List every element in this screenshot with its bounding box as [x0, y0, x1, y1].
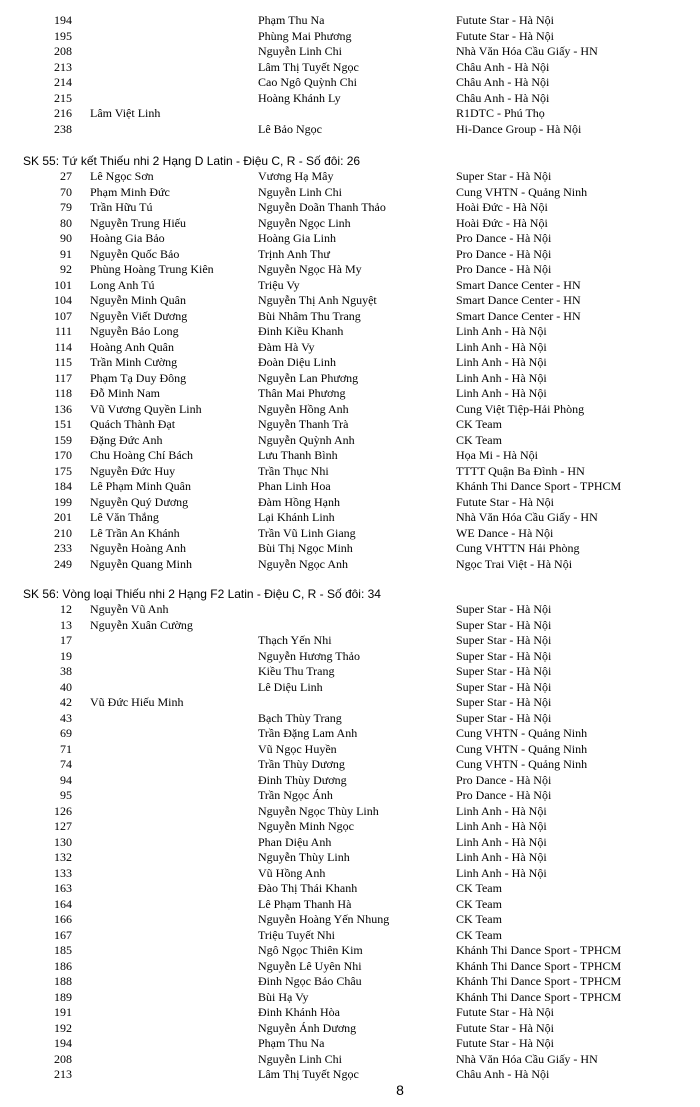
partner-dancer: Trần Thùy Dương: [258, 757, 345, 771]
table-row: [0, 788, 700, 804]
club-name: Super Star - Hà Nội: [456, 695, 552, 709]
entry-number: 27: [60, 169, 72, 183]
entry-number: 210: [54, 525, 72, 540]
table-row: [0, 122, 700, 138]
partner-dancer: Nguyễn Linh Chi: [258, 184, 342, 199]
table-row: [0, 185, 700, 201]
entry-number: 92: [60, 262, 72, 276]
lead-dancer: Vũ Đức Hiếu Minh: [90, 695, 184, 709]
club-name: Super Star - Hà Nội: [456, 617, 552, 632]
lead-dancer: Nguyễn Quý Dương: [90, 494, 189, 509]
partner-dancer: Triệu Vy: [258, 277, 300, 292]
lead-dancer: Lâm Việt Linh: [90, 106, 161, 120]
entry-number: 215: [54, 90, 72, 105]
entry-number: 201: [54, 510, 72, 524]
table-row: [0, 695, 700, 711]
partner-dancer: Nguyễn Thanh Trà: [258, 417, 349, 431]
partner-dancer: Bùi Hạ Vy: [258, 989, 309, 1004]
table-row: [0, 231, 700, 247]
lead-dancer: Lê Văn Thắng: [90, 510, 159, 524]
table-row: [0, 340, 700, 356]
entry-number: 19: [60, 648, 72, 663]
club-name: Hoài Đức - Hà Nội: [456, 215, 548, 230]
entry-number: 166: [54, 912, 72, 926]
table-row: [0, 448, 700, 464]
lead-dancer: Nguyễn Quang Minh: [90, 556, 192, 571]
partner-dancer: Kiều Thu Trang: [258, 664, 335, 678]
lead-dancer: Nguyễn Xuân Cường: [90, 617, 193, 632]
section-heading-sk55: SK 55: Tứ kết Thiếu nhi 2 Hạng D Latin - Điệu C, R - Số đôi: 26: [23, 154, 361, 168]
table-row: [0, 928, 700, 944]
partner-dancer: Lê Phạm Thanh Hà: [258, 896, 352, 911]
partner-dancer: Lâm Thị Tuyết Ngọc: [258, 1067, 359, 1081]
table-row: [0, 1005, 700, 1021]
partner-dancer: Bùi Thị Ngọc Minh: [258, 541, 353, 555]
entry-number: 43: [60, 710, 72, 725]
entry-number: 133: [54, 865, 72, 880]
club-name: CK Team: [456, 881, 502, 895]
club-name: CK Team: [456, 432, 502, 447]
table-row: [0, 293, 700, 309]
club-name: CK Team: [456, 912, 502, 926]
partner-dancer: Nguyễn Doãn Thanh Thảo: [258, 200, 386, 214]
club-name: CK Team: [456, 417, 502, 431]
club-name: Futute Star - Hà Nội: [456, 494, 554, 509]
entry-number: 167: [54, 927, 72, 942]
table-row: [0, 881, 700, 897]
club-name: Smart Dance Center - HN: [456, 277, 581, 292]
table-row: [0, 1021, 700, 1037]
table-row: [0, 278, 700, 294]
entry-number: 195: [54, 28, 72, 43]
table-row: [0, 680, 700, 696]
entry-number: 199: [54, 494, 72, 509]
partner-dancer: Phan Diệu Anh: [258, 834, 332, 849]
table-row: [0, 262, 700, 278]
table-row: [0, 897, 700, 913]
lead-dancer: Lê Trần An Khánh: [90, 525, 180, 540]
table-row: [0, 850, 700, 866]
club-name: Linh Anh - Hà Nội: [456, 850, 547, 864]
club-name: TTTT Quận Ba Đình - HN: [456, 463, 585, 478]
partner-dancer: Nguyễn Ánh Dương: [258, 1020, 357, 1035]
entry-number: 233: [54, 541, 72, 555]
club-name: Khánh Thi Dance Sport - TPHCM: [456, 479, 622, 493]
partner-dancer: Trần Đặng Lam Anh: [258, 726, 358, 740]
lead-dancer: Long Anh Tú: [90, 277, 155, 292]
entry-number: 184: [54, 479, 72, 493]
table-row: [0, 959, 700, 975]
table-row: [0, 804, 700, 820]
partner-dancer: Vương Hạ Mây: [258, 169, 334, 183]
table-row: [0, 726, 700, 742]
club-name: Futute Star - Hà Nội: [456, 1020, 554, 1035]
table-row: [0, 742, 700, 758]
partner-dancer: Trần Ngọc Ánh: [258, 788, 333, 802]
partner-dancer: Ngô Ngọc Thiên Kim: [258, 943, 363, 957]
entry-number: 216: [54, 106, 72, 120]
club-name: Khánh Thi Dance Sport - TPHCM: [456, 958, 622, 973]
table-row: [0, 495, 700, 511]
club-name: Futute Star - Hà Nội: [456, 28, 554, 43]
club-name: Khánh Thi Dance Sport - TPHCM: [456, 989, 622, 1004]
entry-number: 208: [54, 44, 72, 58]
lead-dancer: Phạm Minh Đức: [90, 184, 170, 199]
entry-number: 130: [54, 834, 72, 849]
club-name: WE Dance - Hà Nội: [456, 525, 554, 540]
entry-number: 126: [54, 803, 72, 818]
partner-dancer: Đinh Ngọc Bảo Châu: [258, 974, 362, 988]
lead-dancer: Đỗ Minh Nam: [90, 386, 160, 400]
club-name: Super Star - Hà Nội: [456, 710, 552, 725]
partner-dancer: Đàm Hồng Hạnh: [258, 494, 340, 509]
club-name: Cung Việt Tiệp-Hải Phòng: [456, 401, 585, 416]
entry-number: 115: [54, 355, 72, 369]
entry-number: 101: [54, 277, 72, 292]
table-row: [0, 557, 700, 573]
partner-dancer: Nguyễn Lê Uyên Nhi: [258, 958, 362, 973]
entry-number: 118: [54, 386, 72, 400]
entry-number: 238: [54, 121, 72, 136]
club-name: CK Team: [456, 896, 502, 911]
partner-dancer: Phạm Thu Na: [258, 13, 325, 27]
entry-number: 13: [60, 617, 72, 632]
table-row: [0, 200, 700, 216]
section-sk56-list: [0, 602, 700, 1083]
club-name: Smart Dance Center - HN: [456, 308, 581, 323]
table-row: [0, 371, 700, 387]
table-row: [0, 402, 700, 418]
table-row: [0, 169, 700, 185]
table-row: [0, 835, 700, 851]
entry-number: 213: [54, 59, 72, 74]
entry-number: 194: [54, 1036, 72, 1050]
partner-dancer: Nguyễn Linh Chi: [258, 44, 342, 58]
club-name: Linh Anh - Hà Nội: [456, 324, 547, 338]
club-name: Linh Anh - Hà Nội: [456, 819, 547, 833]
table-row: [0, 602, 700, 618]
club-name: Linh Anh - Hà Nội: [456, 865, 547, 880]
table-row: [0, 1067, 700, 1083]
entry-number: 194: [54, 13, 72, 27]
club-name: Cung VHTTN Hải Phòng: [456, 541, 580, 555]
lead-dancer: Chu Hoàng Chí Bách: [90, 448, 193, 462]
club-name: Linh Anh - Hà Nội: [456, 386, 547, 400]
partner-dancer: Phan Linh Hoa: [258, 479, 331, 493]
club-name: Cung VHTN - Quảng Ninh: [456, 741, 588, 756]
entry-number: 12: [60, 602, 72, 616]
entry-number: 213: [54, 1067, 72, 1081]
lead-dancer: Nguyễn Viết Dương: [90, 308, 188, 323]
partner-dancer: Nguyễn Lan Phương: [258, 370, 359, 385]
lead-dancer: Nguyễn Vũ Anh: [90, 602, 169, 616]
club-name: Họa Mi - Hà Nội: [456, 448, 538, 462]
partner-dancer: Nguyễn Thùy Linh: [258, 850, 350, 864]
lead-dancer: Vũ Vương Quyền Linh: [90, 401, 202, 416]
entry-number: 117: [54, 370, 72, 385]
club-name: Linh Anh - Hà Nội: [456, 834, 547, 849]
club-name: Pro Dance - Hà Nội: [456, 262, 552, 276]
partner-dancer: Phạm Thu Na: [258, 1036, 325, 1050]
partner-dancer: Đinh Thùy Dương: [258, 772, 347, 787]
table-row: [0, 510, 700, 526]
table-row: [0, 464, 700, 480]
entry-number: 111: [54, 324, 72, 338]
entry-number: 214: [54, 75, 72, 89]
lead-dancer: Lê Ngọc Sơn: [90, 169, 154, 183]
club-name: R1DTC - Phú Thọ: [456, 106, 545, 120]
table-row: [0, 433, 700, 449]
entry-number: 188: [54, 974, 72, 988]
table-row: [0, 479, 700, 495]
club-name: Futute Star - Hà Nội: [456, 1036, 554, 1050]
partner-dancer: Nguyễn Minh Ngọc: [258, 819, 354, 833]
table-row: [0, 13, 700, 29]
partner-dancer: Triệu Tuyết Nhi: [258, 927, 335, 942]
club-name: Cung VHTN - Quảng Ninh: [456, 757, 588, 771]
club-name: Pro Dance - Hà Nội: [456, 231, 552, 245]
club-name: Nhà Văn Hóa Cầu Giấy - HN: [456, 44, 598, 58]
club-name: Châu Anh - Hà Nội: [456, 75, 550, 89]
table-row: [0, 757, 700, 773]
partner-dancer: Nguyễn Ngọc Hà My: [258, 262, 362, 276]
table-row: [0, 1052, 700, 1068]
table-row: [0, 60, 700, 76]
partner-dancer: Trịnh Anh Thư: [258, 246, 330, 261]
entry-number: 17: [60, 633, 72, 647]
entry-number: 136: [54, 401, 72, 416]
entry-number: 192: [54, 1020, 72, 1035]
partner-dancer: Lưu Thanh Bình: [258, 448, 338, 462]
partner-dancer: Trần Vũ Linh Giang: [258, 525, 356, 540]
club-name: Khánh Thi Dance Sport - TPHCM: [456, 974, 622, 988]
partner-dancer: Đinh Kiều Khanh: [258, 324, 344, 338]
table-row: [0, 990, 700, 1006]
entry-number: 79: [60, 200, 72, 214]
partner-dancer: Nguyễn Hồng Anh: [258, 401, 349, 416]
entry-number: 191: [54, 1005, 72, 1019]
table-row: [0, 633, 700, 649]
partner-dancer: Hoàng Gia Linh: [258, 231, 336, 245]
club-name: Futute Star - Hà Nội: [456, 13, 554, 27]
partner-dancer: Trần Thục Nhi: [258, 463, 329, 478]
partner-dancer: Phùng Mai Phương: [258, 28, 352, 43]
partner-dancer: Lê Bảo Ngọc: [258, 121, 322, 136]
entry-number: 91: [60, 246, 72, 261]
club-name: Châu Anh - Hà Nội: [456, 90, 550, 105]
club-name: Super Star - Hà Nội: [456, 648, 552, 663]
club-name: Nhà Văn Hóa Cầu Giấy - HN: [456, 1051, 598, 1066]
entry-number: 80: [60, 215, 72, 230]
entry-number: 104: [54, 293, 72, 307]
club-name: Super Star - Hà Nội: [456, 679, 552, 694]
club-name: Futute Star - Hà Nội: [456, 1005, 554, 1019]
entry-number: 164: [54, 896, 72, 911]
table-row: [0, 216, 700, 232]
club-name: Châu Anh - Hà Nội: [456, 59, 550, 74]
club-name: Linh Anh - Hà Nội: [456, 370, 547, 385]
partner-dancer: Nguyễn Hương Thảo: [258, 648, 360, 663]
lead-dancer: Nguyễn Trung Hiếu: [90, 215, 187, 230]
partner-dancer: Nguyễn Thị Anh Nguyệt: [258, 293, 377, 307]
entry-number: 70: [60, 184, 72, 199]
partner-dancer: Thạch Yến Nhi: [258, 633, 332, 647]
club-name: CK Team: [456, 927, 502, 942]
table-row: [0, 912, 700, 928]
table-row: [0, 664, 700, 680]
entry-number: 249: [54, 556, 72, 571]
table-row: [0, 355, 700, 371]
entry-number: 94: [60, 772, 72, 787]
partner-dancer: Nguyễn Ngọc Anh: [258, 556, 348, 571]
table-row: [0, 819, 700, 835]
club-name: Khánh Thi Dance Sport - TPHCM: [456, 943, 622, 957]
lead-dancer: Phạm Tạ Duy Đông: [90, 370, 187, 385]
table-row: [0, 773, 700, 789]
club-name: Châu Anh - Hà Nội: [456, 1067, 550, 1081]
lead-dancer: Nguyễn Đức Huy: [90, 463, 176, 478]
partner-dancer: Nguyễn Linh Chi: [258, 1051, 342, 1066]
lead-dancer: Nguyễn Bảo Long: [90, 324, 179, 338]
club-name: Super Star - Hà Nội: [456, 633, 552, 647]
entry-number: 71: [60, 741, 72, 756]
table-row: [0, 866, 700, 882]
club-name: Nhà Văn Hóa Cầu Giấy - HN: [456, 510, 598, 524]
table-row: [0, 943, 700, 959]
table-row: [0, 29, 700, 45]
entry-number: 151: [54, 417, 72, 431]
table-row: [0, 75, 700, 91]
partner-dancer: Vũ Ngọc Huyền: [258, 741, 337, 756]
club-name: Super Star - Hà Nội: [456, 602, 552, 616]
entry-number: 170: [54, 448, 72, 462]
table-row: [0, 106, 700, 122]
entry-number: 42: [60, 695, 72, 709]
partner-dancer: Nguyễn Quỳnh Anh: [258, 432, 355, 447]
entry-number: 95: [60, 788, 72, 802]
partner-dancer: Nguyễn Hoàng Yến Nhung: [258, 912, 390, 926]
entry-number: 69: [60, 726, 72, 740]
entry-number: 163: [54, 881, 72, 895]
entry-number: 189: [54, 989, 72, 1004]
entry-number: 40: [60, 679, 72, 694]
partner-dancer: Cao Ngô Quỳnh Chi: [258, 75, 357, 89]
entry-number: 186: [54, 958, 72, 973]
partner-dancer: Bùi Nhâm Thu Trang: [258, 308, 361, 323]
entry-number: 38: [60, 664, 72, 678]
partner-dancer: Lâm Thị Tuyết Ngọc: [258, 59, 359, 74]
partner-dancer: Đinh Khánh Hòa: [258, 1005, 340, 1019]
partner-dancer: Bạch Thùy Trang: [258, 710, 342, 725]
club-name: Super Star - Hà Nội: [456, 664, 552, 678]
lead-dancer: Trần Hữu Tú: [90, 200, 153, 214]
entry-number: 159: [54, 432, 72, 447]
club-name: Cung VHTN - Quảng Ninh: [456, 184, 588, 199]
section-sk55-list: [0, 169, 700, 572]
partner-dancer: Đoàn Diệu Linh: [258, 355, 336, 369]
lead-dancer: Nguyễn Quốc Bảo: [90, 246, 180, 261]
table-row: [0, 386, 700, 402]
partner-dancer: Đào Thị Thái Khanh: [258, 881, 358, 895]
entry-number: 127: [54, 819, 72, 833]
entry-number: 208: [54, 1051, 72, 1066]
entry-number: 90: [60, 231, 72, 245]
lead-dancer: Hoàng Gia Bảo: [90, 231, 165, 245]
partner-dancer: Đàm Hà Vy: [258, 339, 315, 354]
page-number: 8: [396, 1082, 404, 1098]
club-name: Smart Dance Center - HN: [456, 293, 581, 307]
table-row: [0, 324, 700, 340]
table-row: [0, 649, 700, 665]
club-name: Pro Dance - Hà Nội: [456, 246, 552, 261]
lead-dancer: Hoàng Anh Quân: [90, 339, 174, 354]
lead-dancer: Đặng Đức Anh: [90, 432, 163, 447]
lead-dancer: Quách Thành Đạt: [90, 417, 176, 431]
table-row: [0, 309, 700, 325]
table-row: [0, 974, 700, 990]
entry-number: 107: [54, 308, 72, 323]
partner-dancer: Nguyễn Ngọc Linh: [258, 215, 351, 230]
partner-dancer: Vũ Hồng Anh: [258, 865, 326, 880]
lead-dancer: Nguyễn Minh Quân: [90, 293, 186, 307]
section-continued-list: [0, 13, 700, 137]
entry-number: 175: [54, 463, 72, 478]
club-name: Hoài Đức - Hà Nội: [456, 200, 548, 214]
table-row: [0, 44, 700, 60]
club-name: Linh Anh - Hà Nội: [456, 339, 547, 354]
entry-number: 74: [60, 757, 72, 771]
lead-dancer: Phùng Hoàng Trung Kiên: [90, 262, 214, 276]
club-name: Linh Anh - Hà Nội: [456, 355, 547, 369]
club-name: Ngọc Trai Việt - Hà Nội: [456, 556, 573, 571]
table-row: [0, 91, 700, 107]
entry-number: 114: [54, 339, 72, 354]
lead-dancer: Trần Minh Cường: [90, 355, 178, 369]
club-name: Super Star - Hà Nội: [456, 169, 552, 183]
club-name: Pro Dance - Hà Nội: [456, 772, 552, 787]
table-row: [0, 417, 700, 433]
lead-dancer: Nguyễn Hoàng Anh: [90, 541, 186, 555]
table-row: [0, 1036, 700, 1052]
partner-dancer: Lại Khánh Linh: [258, 510, 335, 524]
section-heading-sk56: SK 56: Vòng loại Thiếu nhi 2 Hạng F2 Latin - Điệu C, R - Số đôi: 34: [23, 587, 381, 601]
lead-dancer: Lê Phạm Minh Quân: [90, 479, 191, 493]
club-name: Pro Dance - Hà Nội: [456, 788, 552, 802]
club-name: Linh Anh - Hà Nội: [456, 803, 547, 818]
entry-number: 185: [54, 943, 72, 957]
table-row: [0, 541, 700, 557]
partner-dancer: Nguyễn Ngọc Thùy Linh: [258, 803, 379, 818]
table-row: [0, 618, 700, 634]
club-name: Cung VHTN - Quảng Ninh: [456, 726, 588, 740]
club-name: Hi-Dance Group - Hà Nội: [456, 121, 582, 136]
table-row: [0, 247, 700, 263]
partner-dancer: Hoàng Khánh Ly: [258, 90, 341, 105]
entry-number: 132: [54, 850, 72, 864]
partner-dancer: Lê Diệu Linh: [258, 679, 323, 694]
table-row: [0, 711, 700, 727]
table-row: [0, 526, 700, 542]
partner-dancer: Thân Mai Phương: [258, 386, 346, 400]
